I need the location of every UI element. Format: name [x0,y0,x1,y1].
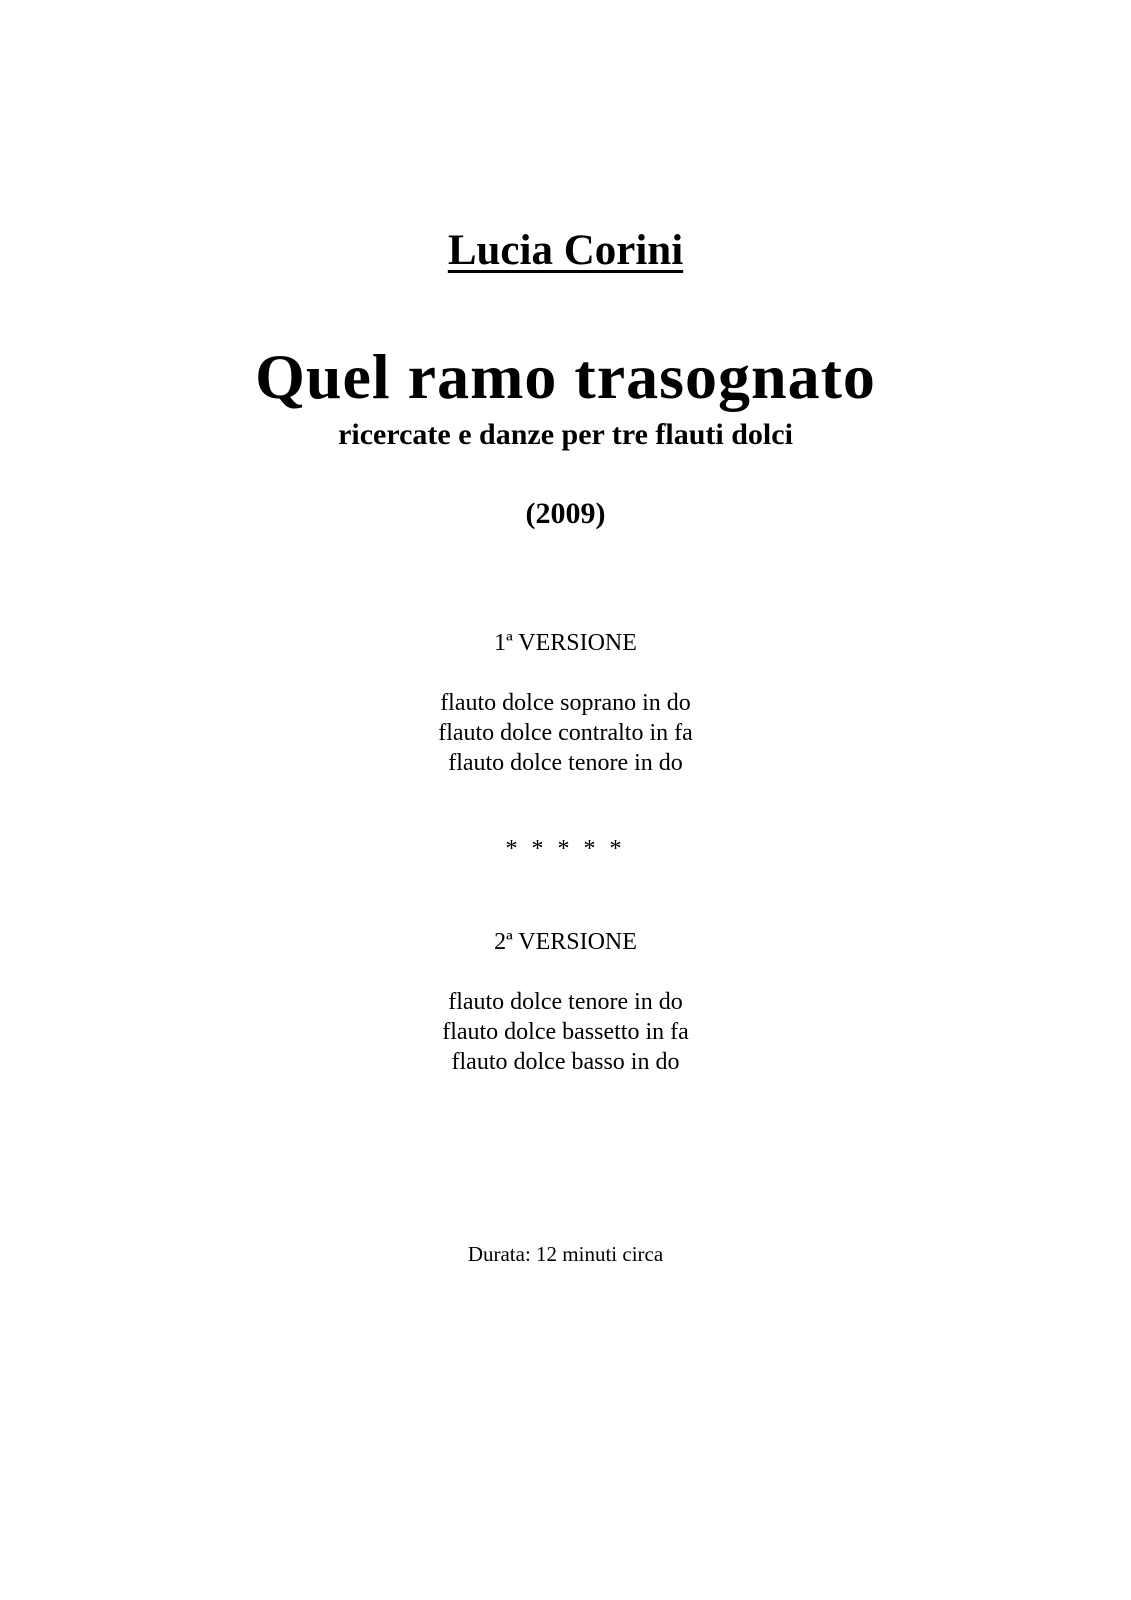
section-separator: * * * * * [505,836,626,862]
version-2-instrument: flauto dolce bassetto in fa [442,1019,689,1045]
work-title: Quel ramo trasognato [255,341,876,412]
work-subtitle: ricercate e danze per tre flauti dolci [338,418,793,451]
version-2-instrument: flauto dolce basso in do [451,1049,680,1075]
duration-note: Durata: 12 minuti circa [467,1242,664,1266]
composer-name: Lucia Corini [447,227,684,274]
version-1-instrument: flauto dolce contralto in fa [438,720,693,746]
version-2-instrument: flauto dolce tenore in do [448,989,683,1015]
version-1-heading: 1ª VERSIONE [494,630,637,656]
version-1-instrument: flauto dolce tenore in do [448,750,683,776]
composition-year: (2009) [525,497,606,530]
version-1-instrument: flauto dolce soprano in do [440,690,691,716]
version-2-heading: 2ª VERSIONE [494,929,637,955]
